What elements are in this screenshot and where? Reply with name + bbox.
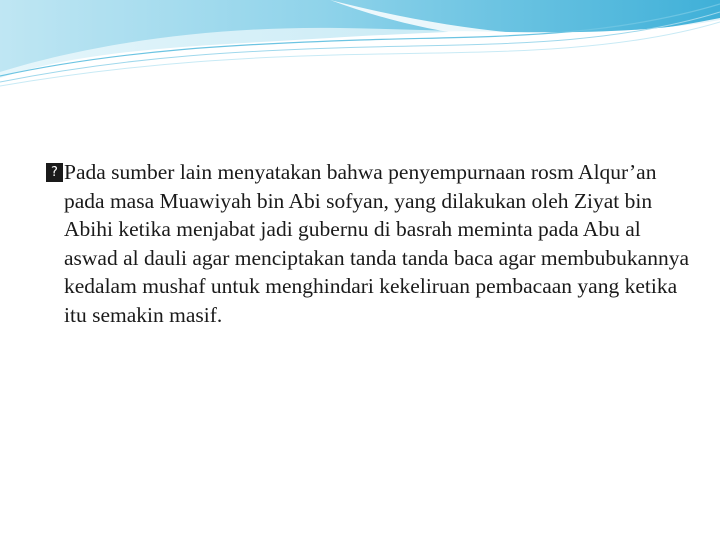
header-wave-decoration — [0, 0, 720, 90]
paragraph-text: Pada sumber lain menyatakan bahwa penyempurnaan rosm Alqur’an pada masa Muawiyah bin Abi sofyan, yang dilakukan oleh Ziyat bin Abihi ketika menjabat jadi gubernu di basrah meminta pada Abu al aswad al dauli agar menciptakan tanda tanda baca agar membubukannya kedalam mushaf untuk menghindari kekeliruan pembacaan yang ketika itu semakin masif. — [64, 160, 690, 327]
bullet-placeholder-icon: ? — [46, 163, 63, 182]
bullet-paragraph — [46, 158, 696, 329]
slide-content — [46, 158, 696, 329]
